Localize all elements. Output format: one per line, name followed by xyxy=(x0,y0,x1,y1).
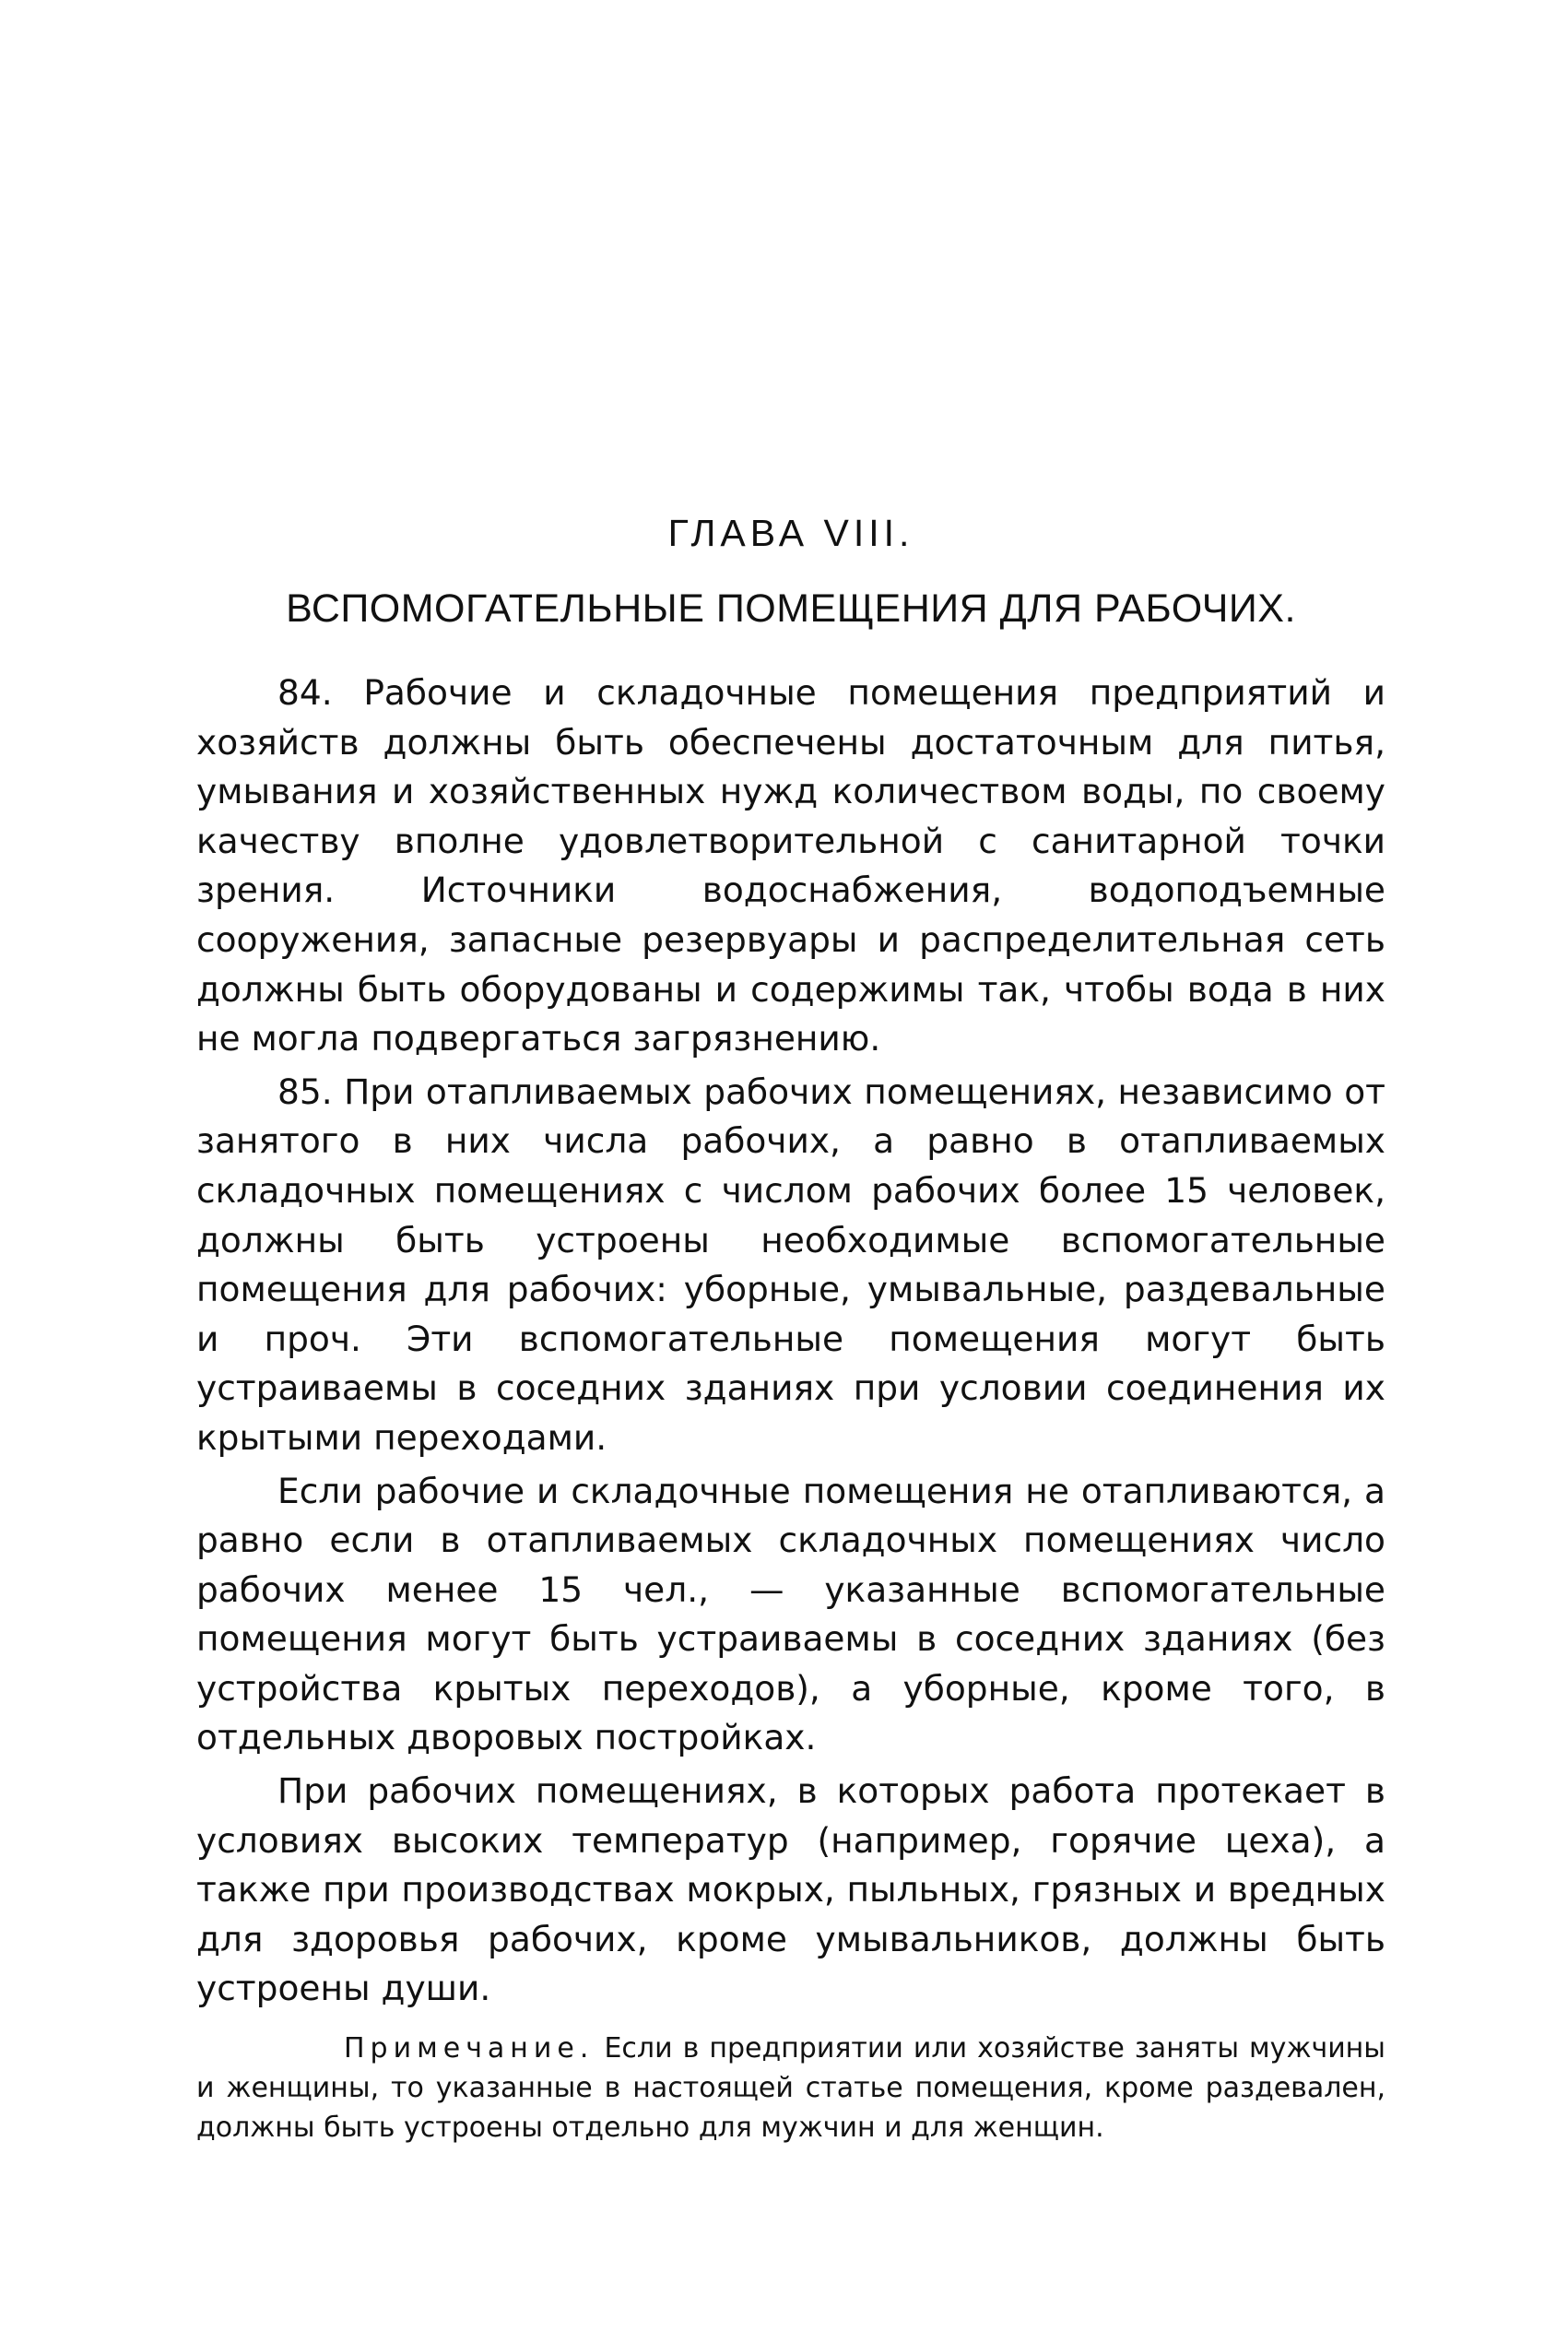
paragraph-85-unheated: Если рабочие и складочные помещения не отапливаются, а равно если в отапливаемых складочных помещениях число рабочих менее 15 чел., — указанные вспомогательные помещения могут быть устраиваемы в соседних зданиях (без устройства крытых переходов), а уборные, кроме того, в отдельных дворовых постройках. xyxy=(196,1470,1385,1758)
chapter-label: ГЛАВА VIII. xyxy=(667,512,914,554)
paragraph-85: 85. При отапливаемых рабочих помещениях, независимо от занятого в них числа рабочих, а равно в отапливаемых складочных помещениях с числом рабочих более 15 человек, должны быть устроены необходимые вспомогательные помещения для рабочих: уборные, умывальные, раздевальные и проч. Эти вспомогательные помещения могут быть устраиваемы в соседних зданиях при условии соединения их крытыми переходами. xyxy=(196,1071,1385,1458)
paragraph-85-showers: При рабочих помещениях, в которых работа протекает в условиях высоких температур (например, горячие цеха), а также при производствах мокрых, пыльных, грязных и вредных для здоровья рабочих, кроме умывальников, должны быть устроены души. xyxy=(196,1770,1385,2009)
paragraph-84: 84. Рабочие и складочные помещения предприятий и хозяйств должны быть обеспечены достаточным для питья, умывания и хозяйственных нужд количеством воды, по своему качеству вполне удовлетворительной с санитарной точки зрения. Источники водоснабжения, водоподъемные сооружения, запасные резервуары и распределительная сеть должны быть оборудованы и содержимы так, чтобы вода в них не могла подвергаться загрязнению. xyxy=(196,672,1385,1059)
document-page xyxy=(196,512,1385,2148)
note-label: Примечание. xyxy=(344,2032,595,2065)
footnote xyxy=(196,2029,1385,2148)
chapter-title: ВСПОМОГАТЕЛЬНЫЕ ПОМЕЩЕНИЯ ДЛЯ РАБОЧИХ. xyxy=(286,586,1296,631)
note-text: Если в предприятии или хозяйстве заняты мужчины и женщины, то указанные в настоящей статье помещения, кроме раздевален, должны быть устроены отдельно для мужчин и для женщин. xyxy=(196,2032,1385,2145)
